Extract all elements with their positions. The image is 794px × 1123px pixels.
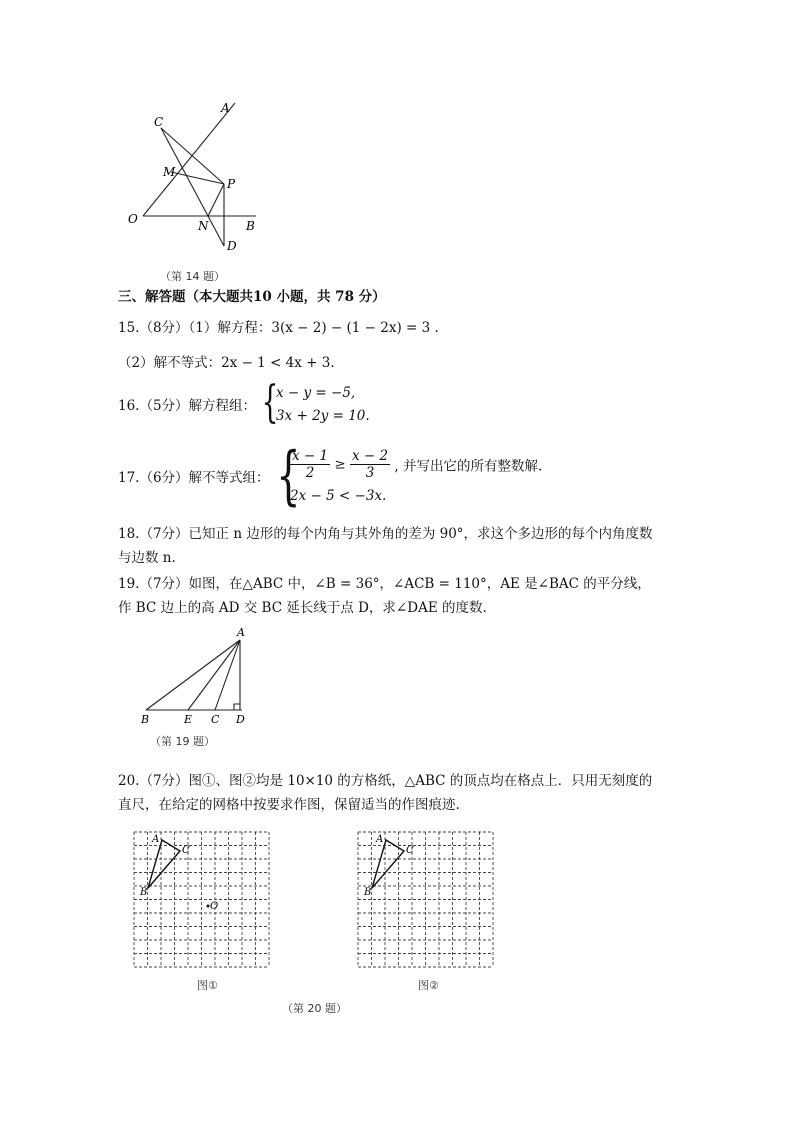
ge-sign: ≥ xyxy=(334,456,346,473)
question-20-line2: 直尺，在给定的网格中按要求作图，保留适当的作图痕迹. xyxy=(118,797,460,813)
figure-20-caption: （第 20 题） xyxy=(282,1002,347,1015)
question-16-eq1: x − y = −5, xyxy=(276,385,356,401)
label-A: A xyxy=(221,101,230,115)
label-B: B xyxy=(140,887,148,898)
brace-17: { xyxy=(276,439,301,513)
label-C: C xyxy=(182,845,190,856)
label-E: E xyxy=(184,713,193,726)
fraction-2: $\frac{x - 2}{3}$ xyxy=(352,448,389,481)
label-N: N xyxy=(198,219,209,233)
label-A: A xyxy=(237,626,245,639)
label-C: C xyxy=(406,845,414,856)
question-17-eq2: 2x − 5 < −3x. xyxy=(290,488,387,504)
label-B: B xyxy=(364,887,372,898)
question-17-suffix: , 并写出它的所有整数解. xyxy=(394,458,543,475)
label-A: A xyxy=(376,834,384,845)
figure-1-caption: 图① xyxy=(197,979,218,992)
label-D: D xyxy=(236,713,245,726)
question-15-part2: （2）解不等式：2x − 1 < 4x + 3. xyxy=(118,355,335,371)
label-O: O xyxy=(210,901,219,912)
figure-14 xyxy=(118,98,278,283)
grid-figure-1 xyxy=(128,826,278,986)
label-O: O xyxy=(128,212,138,226)
label-A: A xyxy=(152,834,160,845)
label-B: B xyxy=(246,219,255,233)
brace-16: { xyxy=(261,377,279,428)
question-17-prefix: 17.（6分）解不等式组： xyxy=(118,470,270,486)
label-D: D xyxy=(227,239,237,253)
question-15-part1: 15.（8分）（1）解方程：3(x − 2) − (1 − 2x) = 3 . xyxy=(118,320,439,336)
section-title: 三、解答题（本大题共10 小题，共 78 分） xyxy=(118,289,386,305)
question-20-line1: 20.（7分）图①、图②均是 10×10 的方格纸，△ABC 的顶点均在格点上．只用无刻度的 xyxy=(118,773,653,789)
label-C: C xyxy=(211,713,220,726)
question-19-line1: 19.（7分）如图，在△ABC 中，∠B = 36°，∠ACB = 110°，AE 是∠BAC 的平分线， xyxy=(118,576,651,592)
figure-2-caption: 图② xyxy=(418,979,439,992)
fraction-1: $\frac{x - 1}{2}$ xyxy=(292,448,329,481)
question-16-eq2: 3x + 2y = 10. xyxy=(276,408,370,424)
label-P: P xyxy=(227,177,236,191)
question-16-prefix: 16.（5分）解方程组： xyxy=(118,398,257,414)
grid-figure-2 xyxy=(352,826,502,986)
question-17-ineq1 xyxy=(290,448,542,481)
figure-19 xyxy=(118,626,288,726)
question-18-line1: 18.（7分）已知正 n 边形的每个内角与其外角的差为 90°，求这个多边形的每个内角度数 xyxy=(118,526,653,542)
label-C: C xyxy=(154,115,164,129)
question-18-line2: 与边数 n. xyxy=(118,550,176,566)
label-B: B xyxy=(141,713,150,726)
figure-14-caption: （第 14 题） xyxy=(160,270,225,283)
figure-19-caption: （第 19 题） xyxy=(150,735,215,748)
question-19-line2: 作 BC 边上的高 AD 交 BC 延长线于点 D，求∠DAE 的度数. xyxy=(118,600,487,616)
label-M: M xyxy=(163,165,176,179)
